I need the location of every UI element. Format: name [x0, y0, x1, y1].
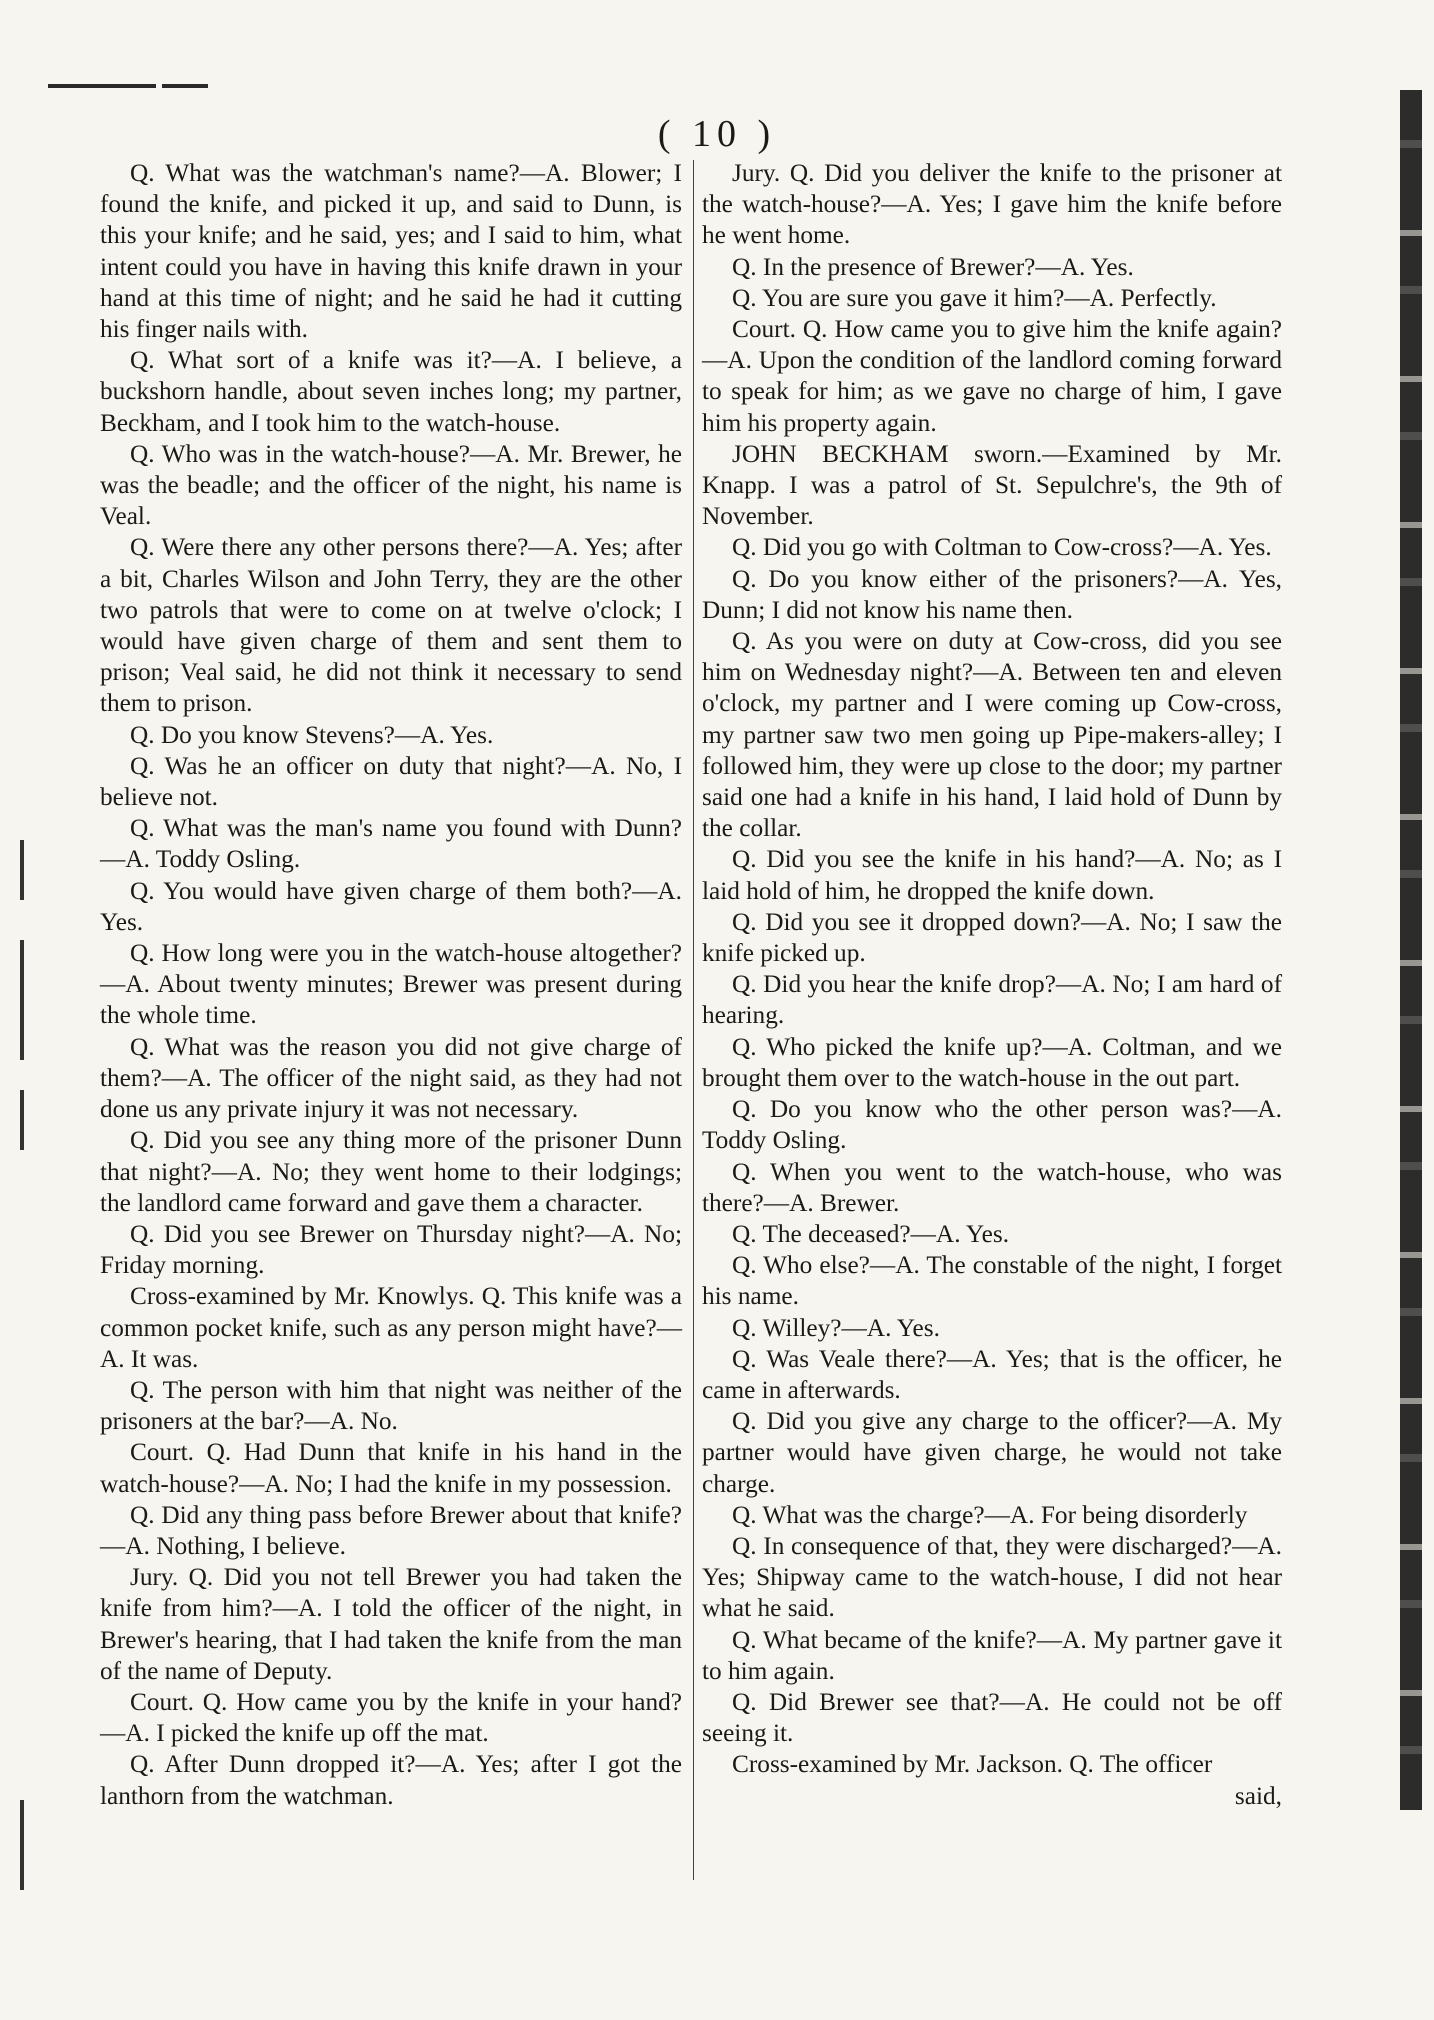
paragraph: Q. Did you give any charge to the officer?—A. My partner would have given charge, he would not take charge.	[702, 1407, 1282, 1498]
right-column	[702, 158, 1282, 1812]
paragraph: Q. What was the reason you did not give charge of them?—A. The officer of the night said, as they had not done us any private injury it was not necessary.	[100, 1032, 682, 1124]
paragraph: Q. The deceased?—A. Yes.	[732, 1219, 1010, 1248]
paragraph: Q. After Dunn dropped it?—A. Yes; after I got the lanthorn from the watchman.	[100, 1750, 682, 1810]
paragraph: Q. Were there any other persons there?—A. Yes; after a bit, Charles Wilson and John Terry, they are the other two patrols that were to come on at twelve o'clock; I would have given charge of them and sent them to prison; Veal said, he did not think it necessary to send them to prison.	[100, 533, 682, 718]
paragraph: Cross-examined by Mr. Jackson. Q. The officer	[732, 1750, 1213, 1779]
scan-mark	[20, 940, 24, 1060]
paragraph: Q. The person with him that night was neither of the prisoners at the bar?—A. No.	[100, 1375, 682, 1436]
paragraph: Q. Did you see it dropped down?—A. No; I saw the knife picked up.	[702, 907, 1282, 968]
paragraph: Q. Did you go with Coltman to Cow-cross?—A. Yes.	[732, 533, 1272, 562]
book-spine	[1400, 90, 1422, 1810]
paragraph: Q. What became of the knife?—A. My partner gave it to him again.	[702, 1625, 1282, 1685]
paragraph: Q. You are sure you gave it him?—A. Perfectly.	[732, 283, 1217, 312]
paragraph: Q. Did you see Brewer on Thursday night?—A. No; Friday morning.	[100, 1219, 682, 1280]
paragraph: Q. Do you know Stevens?—A. Yes.	[130, 720, 494, 749]
paragraph: Q. What was the watchman's name?—A. Blower; I found the knife, and picked it up, and said to Dunn, is this your knife; and he said, yes; and I said to him, what intent could you have in having this knife drawn in your hand at this time of night; and he said he had it cutting his finger nails with.	[100, 159, 682, 344]
paragraph: Q. What sort of a knife was it?—A. I believe, a buckshorn handle, about seven inches long; my partner, Beckham, and I took him to the watch-house.	[100, 346, 682, 437]
paragraph: Q. Do you know who the other person was?—A. Toddy Osling.	[702, 1095, 1282, 1155]
scan-mark	[20, 840, 24, 900]
scan-mark	[20, 1090, 24, 1150]
paragraph: Jury. Q. Did you deliver the knife to the prisoner at the watch-house?—A. Yes; I gave him the knife before he went home.	[702, 159, 1282, 250]
paragraph: Q. How long were you in the watch-house altogether?—A. About twenty minutes; Brewer was present during the whole time.	[100, 939, 682, 1030]
paragraph-continuation: said,	[1234, 1781, 1282, 1810]
paragraph: Q. In the presence of Brewer?—A. Yes.	[732, 252, 1134, 281]
paragraph: Q. Do you know either of the prisoners?—A. Yes, Dunn; I did not know his name then.	[702, 564, 1282, 624]
paragraph: Q. You would have given charge of them both?—A. Yes.	[100, 876, 682, 936]
paragraph: Q. Who picked the knife up?—A. Coltman, and we brought them over to the watch-house in the out part.	[702, 1032, 1282, 1092]
paragraph: Cross-examined by Mr. Knowlys. Q. This knife was a common pocket knife, such as any person might have?—A. It was.	[100, 1282, 682, 1373]
paragraph: Jury. Q. Did you not tell Brewer you had taken the knife from him?—A. I told the officer of the night, in Brewer's hearing, that I had taken the knife from the man of the name of Deputy.	[100, 1563, 682, 1685]
paragraph: Q. Did Brewer see that?—A. He could not be off seeing it.	[702, 1687, 1282, 1748]
paragraph: Q. Willey?—A. Yes.	[732, 1313, 940, 1342]
scan-mark	[20, 1800, 24, 1890]
paragraph: Q. Was Veale there?—A. Yes; that is the officer, he came in afterwards.	[702, 1344, 1282, 1404]
page-number: ( 10 )	[657, 113, 777, 155]
paragraph: Q. Did you see any thing more of the prisoner Dunn that night?—A. No; they went home to their lodgings; the landlord came forward and gave them a character.	[100, 1126, 682, 1217]
paragraph: Q. As you were on duty at Cow-cross, did you see him on Wednesday night?—A. Between ten and eleven o'clock, my partner and I were coming up Cow-cross, my partner saw two men going up Pipe-makers-alley; I followed him, they were up close to the door; my partner said one had a knife in his hand, I laid hold of Dunn by the collar.	[702, 627, 1282, 843]
scan-mark	[48, 84, 156, 88]
column-divider	[693, 160, 694, 1880]
paragraph: Q. Was he an officer on duty that night?—A. No, I believe not.	[100, 751, 682, 812]
paragraph: Court. Q. How came you to give him the knife again?—A. Upon the condition of the landlord coming forward to speak for him; as we gave no charge of him, I gave him his property again.	[702, 315, 1282, 437]
paragraph: JOHN BECKHAM sworn.—Examined by Mr. Knapp. I was a patrol of St. Sepulchre's, the 9th of November.	[702, 439, 1282, 531]
paragraph: Q. Who else?—A. The constable of the night, I forget his name.	[702, 1251, 1282, 1311]
paragraph: Q. In consequence of that, they were discharged?—A. Yes; Shipway came to the watch-house, I did not hear what he said.	[702, 1531, 1282, 1623]
paragraph: Q. Who was in the watch-house?—A. Mr. Brewer, he was the beadle; and the officer of the night, his name is Veal.	[100, 439, 682, 531]
paragraph: Q. What was the charge?—A. For being disorderly	[732, 1500, 1248, 1529]
paragraph: Q. When you went to the watch-house, who was there?—A. Brewer.	[702, 1157, 1282, 1217]
paragraph: Q. Did you see the knife in his hand?—A. No; as I laid hold of him, he dropped the knife down.	[702, 845, 1282, 905]
paragraph: Q. What was the man's name you found with Dunn?—A. Toddy Osling.	[100, 814, 682, 874]
paragraph: Court. Q. How came you by the knife in your hand?—A. I picked the knife up off the mat.	[100, 1687, 682, 1748]
scan-mark	[162, 84, 208, 88]
paragraph: Q. Did you hear the knife drop?—A. No; I am hard of hearing.	[702, 970, 1282, 1030]
paragraph: Court. Q. Had Dunn that knife in his hand in the watch-house?—A. No; I had the knife in my possession.	[100, 1438, 682, 1498]
left-column	[100, 158, 682, 1812]
paragraph: Q. Did any thing pass before Brewer about that knife?—A. Nothing, I believe.	[100, 1500, 682, 1560]
